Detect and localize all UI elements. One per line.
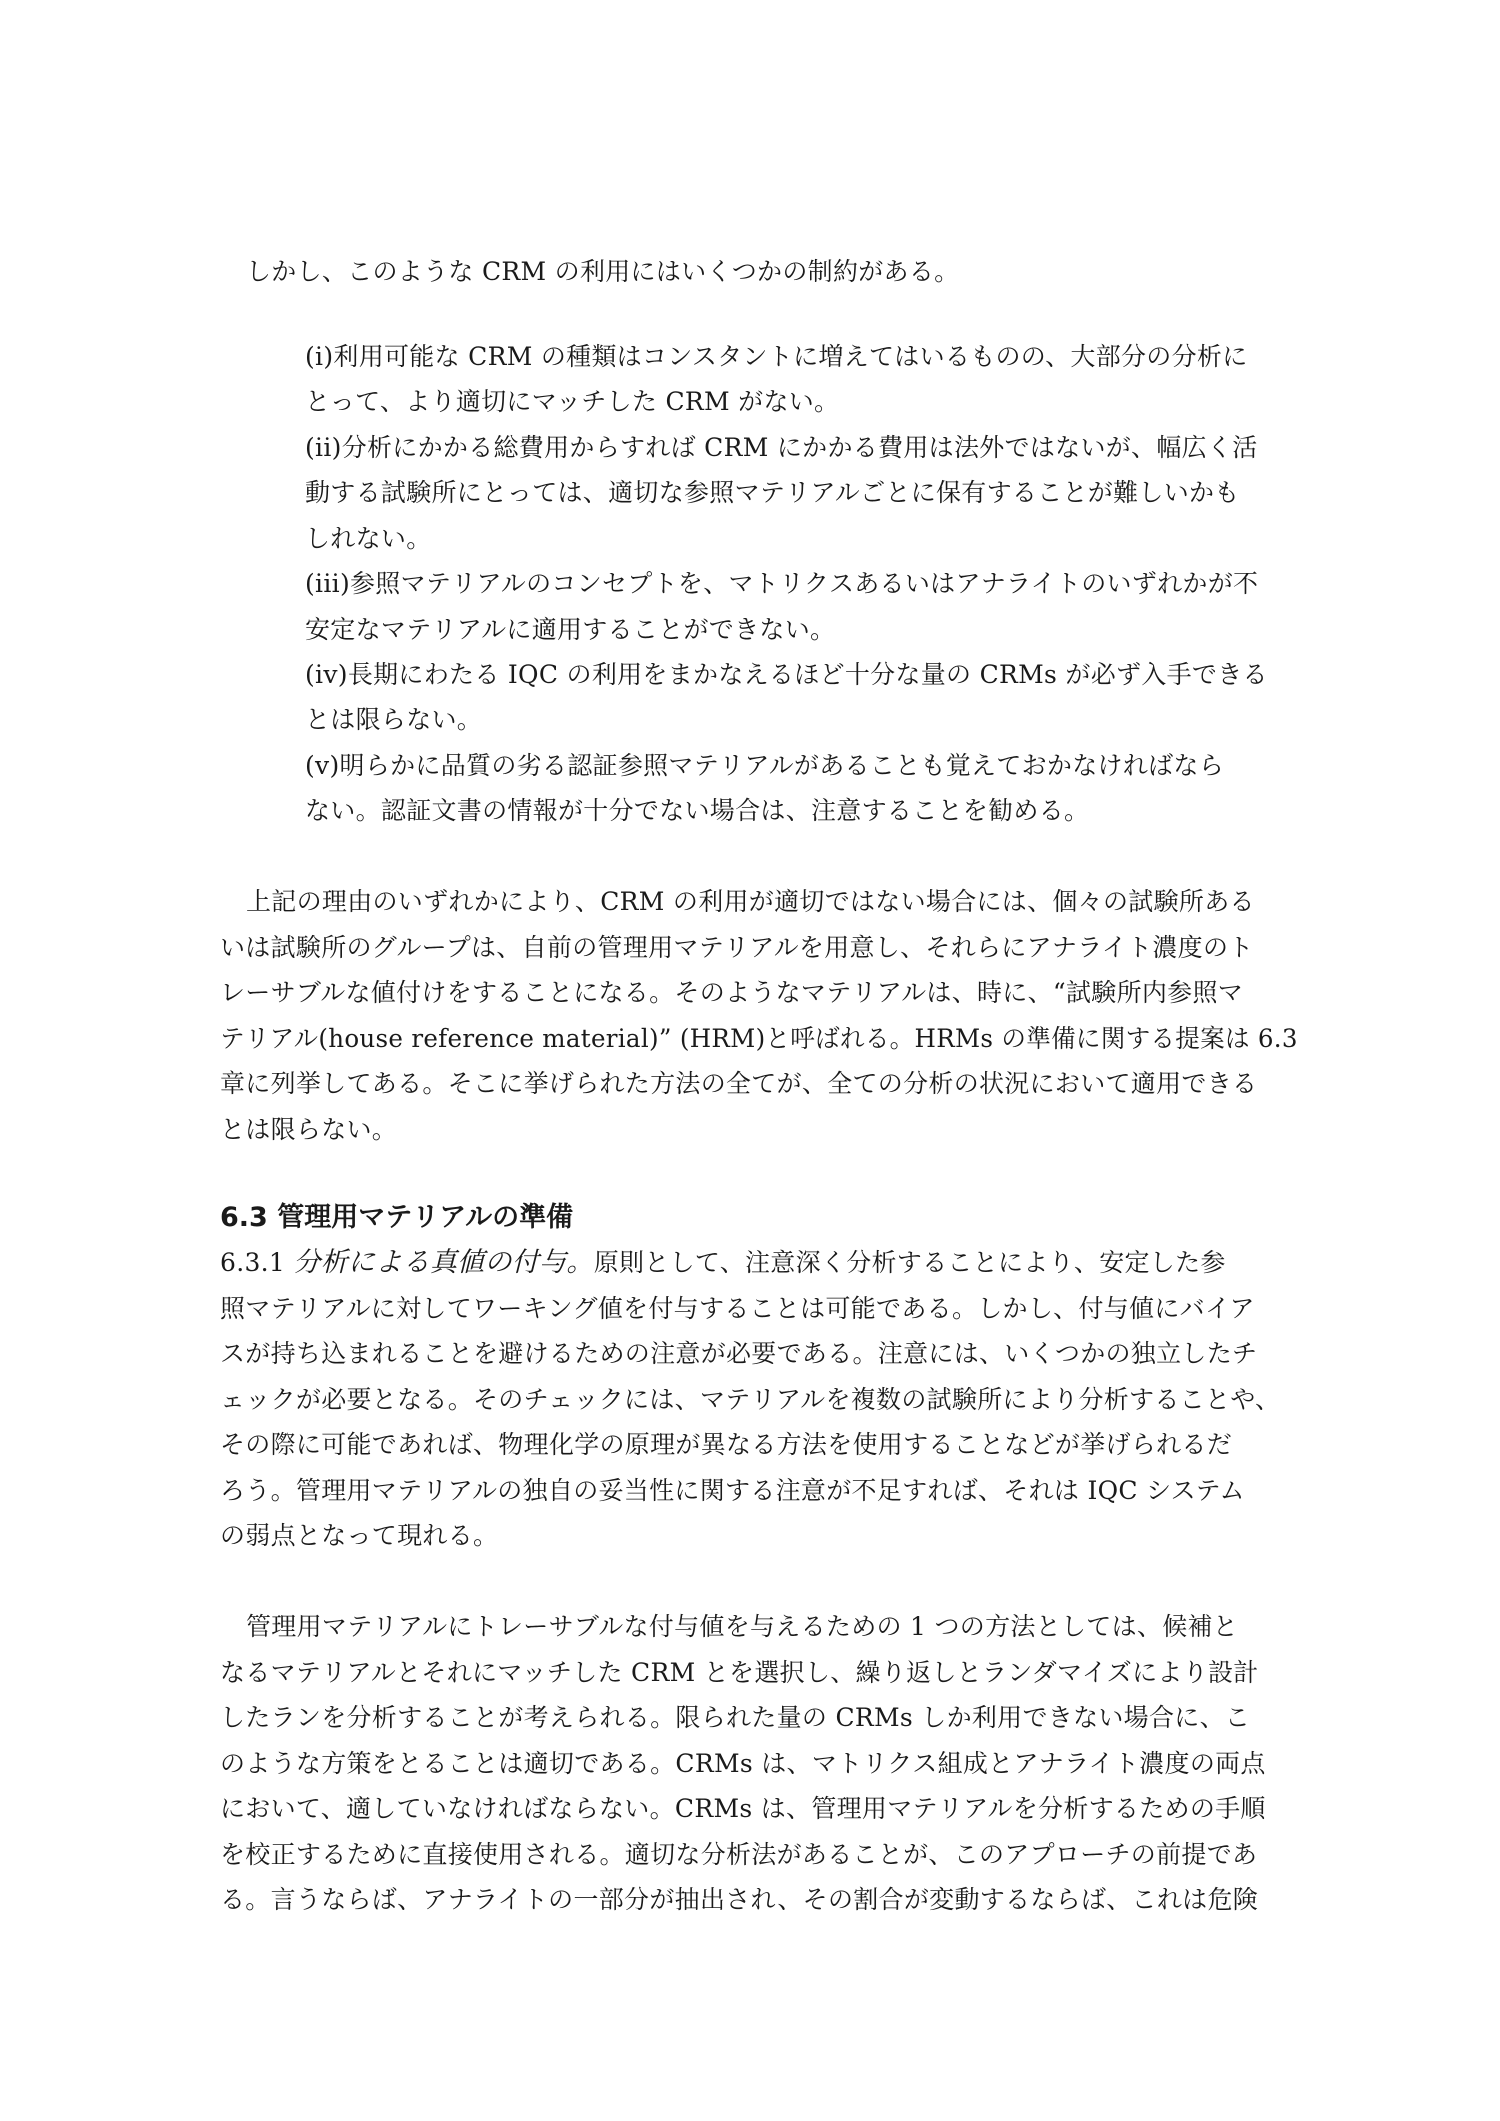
limitation-iv-line-1: (iv)長期にわたる IQC の利用をまかなえるほど十分な量の CRMs が必ず入手できる <box>305 660 1268 689</box>
limitation-iii-line-1: (iii)参照マテリアルのコンセプトを、マトリクスあるいはアナライトのいずれかが不 <box>305 569 1259 598</box>
paragraph-line: テリアル(house reference material)” (HRM)と呼ばれる。HRMs の準備に関する提案は 6.3 <box>220 1024 1298 1053</box>
paragraph-line: 上記の理由のいずれかにより、CRM の利用が適切ではない場合には、個々の試験所ある <box>246 887 1255 916</box>
limitation-i-line-1: (i)利用可能な CRM の種類はコンスタントに増えてはいるものの、大部分の分析に <box>305 342 1248 371</box>
limitation-v-line-1: (v)明らかに品質の劣る認証参照マテリアルがあることも覚えておかなければなら <box>305 751 1225 780</box>
subsection-first-line-text: 原則として、注意深く分析することにより、安定した参 <box>593 1248 1226 1277</box>
limitation-ii-line-3: しれない。 <box>305 524 432 553</box>
paragraph-line: 章に列挙してある。そこに挙げられた方法の全てが、全ての分析の状況において適用できる <box>220 1069 1258 1098</box>
paragraph-line: において、適していなければならない。CRMs は、管理用マテリアルを分析するための手順 <box>220 1794 1266 1823</box>
section-heading: 6.3 管理用マテリアルの準備 <box>220 1202 574 1233</box>
paragraph-line: なるマテリアルとそれにマッチした CRM とを選択し、繰り返しとランダマイズにより設計 <box>220 1658 1259 1687</box>
paragraph-line: したランを分析することが考えられる。限られた量の CRMs しか利用できない場合に、こ <box>220 1703 1251 1732</box>
paragraph-line: のような方策をとることは適切である。CRMs は、マトリクス組成とアナライト濃度の両点 <box>220 1749 1266 1778</box>
paragraph-line: レーサブルな値付けをすることになる。そのようなマテリアルは、時に、“試験所内参照マ <box>220 978 1244 1007</box>
paragraph-line: ろう。管理用マテリアルの独自の妥当性に関する注意が不足すれば、それは IQC システム <box>220 1476 1245 1505</box>
paragraph-line: その際に可能であれば、物理化学の原理が異なる方法を使用することなどが挙げられるだ <box>220 1430 1233 1459</box>
paragraph-line: の弱点となって現れる。 <box>220 1521 499 1550</box>
paragraph-line: を校正するために直接使用される。適切な分析法があることが、このアプローチの前提であ <box>220 1840 1258 1869</box>
paragraph-line: とは限らない。 <box>220 1115 398 1144</box>
paragraph-line: 照マテリアルに対してワーキング値を付与することは可能である。しかし、付与値にバイア <box>220 1294 1255 1323</box>
subsection-first-line <box>220 1246 1226 1280</box>
paragraph-line: ェックが必要となる。そのチェックには、マテリアルを複数の試験所により分析することや、 <box>220 1385 1281 1414</box>
paragraph-line: スが持ち込まれることを避けるための注意が必要である。注意には、いくつかの独立したチ <box>220 1339 1258 1368</box>
subsection-number: 6.3.1 <box>220 1248 286 1277</box>
limitation-ii-line-1: (ii)分析にかかる総費用からすれば CRM にかかる費用は法外ではないが、幅広く活 <box>305 433 1258 462</box>
limitation-v-line-2: ない。認証文書の情報が十分でない場合は、注意することを勧める。 <box>305 796 1090 825</box>
paragraph-line: 管理用マテリアルにトレーサブルな付与値を与えるための 1 つの方法としては、候補と <box>246 1612 1239 1641</box>
subsection-title: 分析による真値の付与。 <box>293 1247 594 1278</box>
paragraph-line: いは試験所のグループは、自前の管理用マテリアルを用意し、それらにアナライト濃度のト <box>220 933 1254 962</box>
paragraph-line: る。言うならば、アナライトの一部分が抽出され、その割合が変動するならば、これは危険 <box>220 1885 1259 1914</box>
limitation-i-line-2: とって、より適切にマッチした CRM がない。 <box>305 387 840 416</box>
intro-line: しかし、このような CRM の利用にはいくつかの制約がある。 <box>246 257 960 286</box>
limitation-iii-line-2: 安定なマテリアルに適用することができない。 <box>305 615 836 644</box>
limitation-iv-line-2: とは限らない。 <box>305 705 483 734</box>
limitation-ii-line-2: 動する試験所にとっては、適切な参照マテリアルごとに保有することが難しいかも <box>305 478 1240 507</box>
